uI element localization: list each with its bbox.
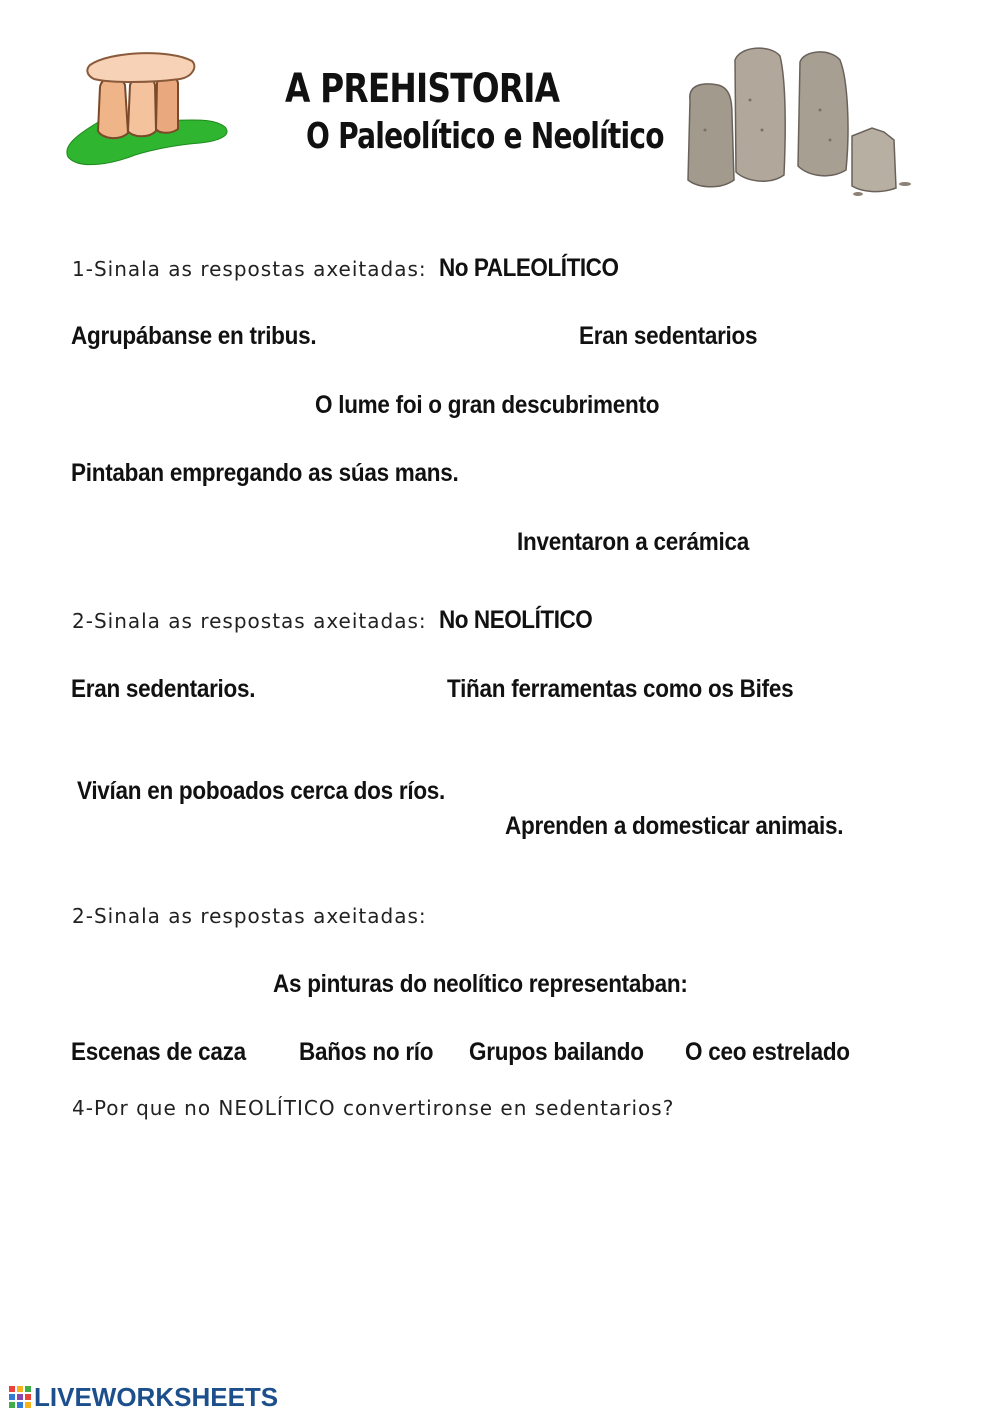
answer-option[interactable]: Escenas de caza xyxy=(71,1038,246,1066)
answer-option[interactable]: Grupos bailando xyxy=(469,1038,644,1066)
dolmen-icon xyxy=(60,45,235,175)
answer-option[interactable]: Eran sedentarios. xyxy=(71,675,256,703)
page-subtitle: O Paleolítico e Neolítico xyxy=(306,116,664,157)
liveworksheets-logo xyxy=(8,1382,278,1413)
logo-blocks-icon xyxy=(8,1385,32,1411)
answer-option[interactable]: O ceo estrelado xyxy=(685,1038,850,1066)
answer-option[interactable]: O lume foi o gran descubrimento xyxy=(315,391,660,419)
section-1-header xyxy=(72,254,639,283)
section-4-prompt: 4-Por que no NEOLÍTICO convertironse en sedentarios? xyxy=(72,1096,675,1120)
standing-stones-icon xyxy=(680,40,925,200)
answer-option[interactable]: Eran sedentarios xyxy=(579,322,758,350)
section-1-prompt: 1-Sinala as respostas axeitadas: xyxy=(72,257,427,281)
section-2-topic: No NEOLÍTICO xyxy=(439,606,593,634)
section-2-prompt: 2-Sinala as respostas axeitadas: xyxy=(72,609,427,633)
answer-option[interactable]: Inventaron a cerámica xyxy=(517,528,749,556)
section-2-header xyxy=(72,606,609,635)
answer-option[interactable]: Agrupábanse en tribus. xyxy=(71,322,317,350)
page-title: A PREHISTORIA xyxy=(285,66,560,112)
section-3-prompt: 2-Sinala as respostas axeitadas: xyxy=(72,904,427,928)
logo-text: LIVEWORKSHEETS xyxy=(34,1382,279,1412)
section-3-question: As pinturas do neolítico representaban: xyxy=(273,970,688,998)
answer-option[interactable]: Aprenden a domesticar animais. xyxy=(505,812,844,840)
section-1-topic: No PALEOLÍTICO xyxy=(439,254,619,282)
answer-option[interactable]: Baños no río xyxy=(299,1038,434,1066)
answer-option[interactable]: Vivían en poboados cerca dos ríos. xyxy=(77,777,446,805)
answer-option[interactable]: Pintaban empregando as súas mans. xyxy=(71,459,459,487)
answer-option[interactable]: Tiñan ferramentas como os Bifes xyxy=(447,675,794,703)
